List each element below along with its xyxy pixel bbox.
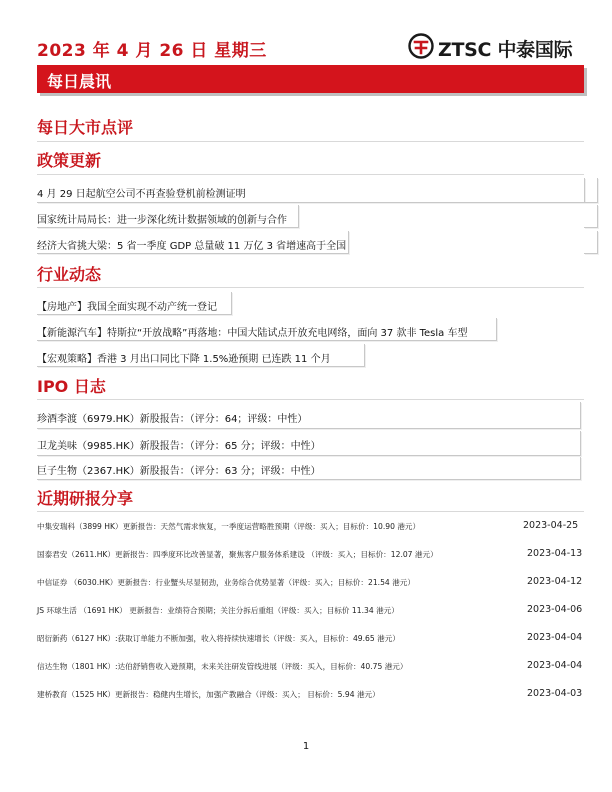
report-title[interactable]: 国泰君安（2611.HK）更新报告：四季度环比改善显著，聚焦客户服务体系建设 （评级：买入；目标价：12.07 港元） <box>37 550 438 559</box>
page-number: 1 <box>302 741 310 752</box>
industry-item[interactable]: 【宏观策略】香港 3 月出口同比下降 1.5%逊预期 已连跌 11 个月 <box>37 354 331 365</box>
section-industry: 行业动态 <box>37 265 102 284</box>
report-date-label: 2023-04-13 <box>527 548 583 559</box>
section-market-review: 每日大市点评 <box>37 118 134 137</box>
report-date-label: 2023-04-04 <box>527 660 583 671</box>
policy-item[interactable]: 国家统计局局长：进一步深化统计数据领域的创新与合作 <box>37 215 287 226</box>
report-date-label: 2023-04-12 <box>527 576 583 587</box>
title-banner <box>37 65 584 93</box>
report-title[interactable]: 信达生物（1801 HK）:达伯舒销售收入逊预期，未来关注研发管线进展（评级：买入，目标价：40.75 港元） <box>37 662 408 671</box>
company-logo <box>408 32 573 62</box>
industry-item[interactable]: 【房地产】我国全面实现不动产统一登记 <box>37 302 217 313</box>
report-title[interactable]: JS 环球生活 （1691 HK） 更新报告：业绩符合预期；关注分拆后重组（评级：买入；目标价 11.34 港元） <box>37 606 399 615</box>
list-item-frame <box>584 205 598 228</box>
list-item-frame <box>584 231 598 254</box>
report-date-label: 2023-04-06 <box>527 604 583 615</box>
section-divider <box>37 141 584 142</box>
industry-item[interactable]: 【新能源汽车】特斯拉“开放战略”再落地：中国大陆试点开放充电网络，面向 37 款非 Tesla 车型 <box>37 328 468 339</box>
report-date: 2023 年 4 月 26 日 星期三 <box>37 41 267 61</box>
section-policy: 政策更新 <box>37 151 102 170</box>
section-divider <box>37 287 584 288</box>
report-date-label: 2023-04-03 <box>527 688 583 699</box>
policy-item[interactable]: 4 月 29 日起航空公司不再查验登机前检测证明 <box>37 189 246 200</box>
section-research: 近期研报分享 <box>37 489 134 508</box>
report-title[interactable]: 建桥教育（1525 HK）更新报告：稳健内生增长，加强产教融合（评级：买入； 目标价：5.94 港元） <box>37 690 380 699</box>
ipo-item[interactable]: 珍酒李渡（6979.HK）新股报告：（评分：64；评级：中性） <box>37 414 308 425</box>
ztsc-logo-icon <box>408 33 434 59</box>
logo-text: ZTSC 中泰国际 <box>438 39 573 61</box>
ipo-item[interactable]: 卫龙美味（9985.HK）新股报告：（评分：65 分；评级：中性） <box>37 441 321 452</box>
report-title[interactable]: 昭衍新药（6127 HK）:获取订单能力不断加强，收入将持续快速增长（评级：买入，目标价：49.65 港元） <box>37 634 400 643</box>
list-item-frame <box>584 178 598 203</box>
report-title[interactable]: 中集安瑞科（3899 HK）更新报告：天然气需求恢复，一季度运营略胜预期（评级：买入；目标价：10.90 港元） <box>37 522 421 531</box>
section-divider <box>37 511 584 512</box>
section-ipo: IPO 日志 <box>37 377 106 396</box>
report-title[interactable]: 中信证券 （6030.HK）更新报告：行业蟹头尽显韧劲，业务综合优势显著（评级：买入；目标价：21.54 港元） <box>37 578 415 587</box>
report-date-label: 2023-04-04 <box>527 632 583 643</box>
section-divider <box>37 174 584 175</box>
section-divider <box>37 399 584 400</box>
policy-item[interactable]: 经济大省挑大梁：5 省一季度 GDP 总量破 11 万亿 3 省增速高于全国 <box>37 241 347 252</box>
banner-title: 每日晨讯 <box>47 72 112 91</box>
report-date-label: 2023-04-25 <box>523 520 579 531</box>
ipo-item[interactable]: 巨子生物（2367.HK）新股报告：（评分：63 分；评级：中性） <box>37 466 321 477</box>
